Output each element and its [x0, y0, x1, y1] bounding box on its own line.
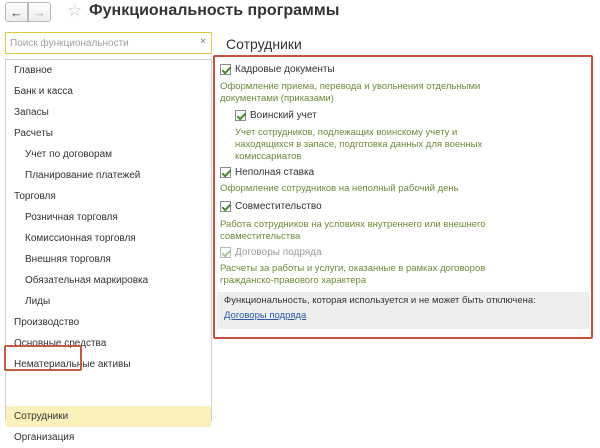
sidebar-item-fixed-assets[interactable]: Основные средства: [14, 338, 107, 349]
arrow-right-icon: →: [33, 4, 46, 20]
option-hr-documents[interactable]: [220, 64, 335, 75]
option-part-time[interactable]: [220, 167, 314, 178]
close-icon[interactable]: ×: [200, 36, 206, 47]
info-box: [217, 292, 589, 329]
sidebar-item-trade[interactable]: Торговля: [14, 191, 56, 202]
sidebar-item-retail[interactable]: Розничная торговля: [25, 212, 118, 223]
option-contracts: [220, 247, 322, 258]
info-text: Функциональность, которая используется и не может быть отключена:: [224, 295, 536, 306]
checkbox-hr-documents[interactable]: [220, 64, 231, 75]
checkbox-contracts: [220, 247, 231, 258]
options-panel: [213, 55, 593, 339]
sidebar-item-marking[interactable]: Обязательная маркировка: [25, 275, 149, 286]
checkbox-part-time[interactable]: [220, 167, 231, 178]
sidebar-item-intangible-assets[interactable]: Нематериальные активы: [14, 359, 131, 370]
sidebar-item-stock[interactable]: Запасы: [14, 107, 49, 118]
option-label: Неполная ставка: [235, 167, 315, 178]
header: [0, 0, 600, 26]
sidebar-item-leads[interactable]: Лиды: [25, 296, 51, 307]
option-description: Оформление сотрудников на неполный рабочий день: [220, 183, 459, 194]
sidebar-item-employees[interactable]: Сотрудники: [6, 406, 211, 427]
section-title: Сотрудники: [226, 36, 302, 52]
contracts-link[interactable]: Договоры подряда: [224, 310, 307, 321]
option-label: Воинский учет: [250, 110, 317, 121]
option-description: Работа сотрудников на условиях внутреннего или внешнего совместительства: [220, 219, 486, 242]
checkbox-combined-work[interactable]: [220, 201, 231, 212]
option-description: Учет сотрудников, подлежащих воинскому учету и находящихся в запасе, подготовка данных для военных комиссариатов: [235, 127, 483, 162]
checkbox-military-records[interactable]: [235, 110, 246, 121]
sidebar-item-foreign-trade[interactable]: Внешняя торговля: [25, 254, 111, 265]
forward-button[interactable]: [28, 2, 51, 22]
option-description: Оформление приема, перевода и увольнения отдельными документами (приказами): [220, 81, 481, 104]
option-military-records[interactable]: [235, 110, 317, 121]
arrow-left-icon: ←: [10, 4, 23, 20]
sidebar-item-settlements[interactable]: Расчеты: [14, 128, 53, 139]
option-label: Кадровые документы: [235, 64, 335, 75]
search-input[interactable]: [10, 36, 190, 51]
sidebar-item-payment-planning[interactable]: Планирование платежей: [25, 170, 141, 181]
option-label: Договоры подряда: [235, 247, 322, 258]
sidebar-item-bank[interactable]: Банк и касса: [14, 86, 73, 97]
sidebar-item-organization[interactable]: Организация: [14, 432, 75, 443]
option-combined-work[interactable]: [220, 201, 322, 212]
selection-highlight: [4, 345, 82, 371]
sidebar-item-production[interactable]: Производство: [14, 317, 80, 328]
sidebar-item-main[interactable]: Главное: [14, 65, 53, 76]
sidebar-item-contracts[interactable]: Учет по договорам: [25, 149, 113, 160]
option-description: Расчеты за работы и услуги, оказанные в рамках договоров гражданско-правового характера: [220, 263, 486, 286]
star-icon[interactable]: ☆: [67, 1, 83, 20]
sidebar-item-commission[interactable]: Комиссионная торговля: [25, 233, 136, 244]
option-label: Совместительство: [235, 201, 322, 212]
page-title: Функциональность программы: [89, 2, 340, 19]
search-box: [5, 32, 212, 54]
back-button[interactable]: [5, 2, 28, 22]
